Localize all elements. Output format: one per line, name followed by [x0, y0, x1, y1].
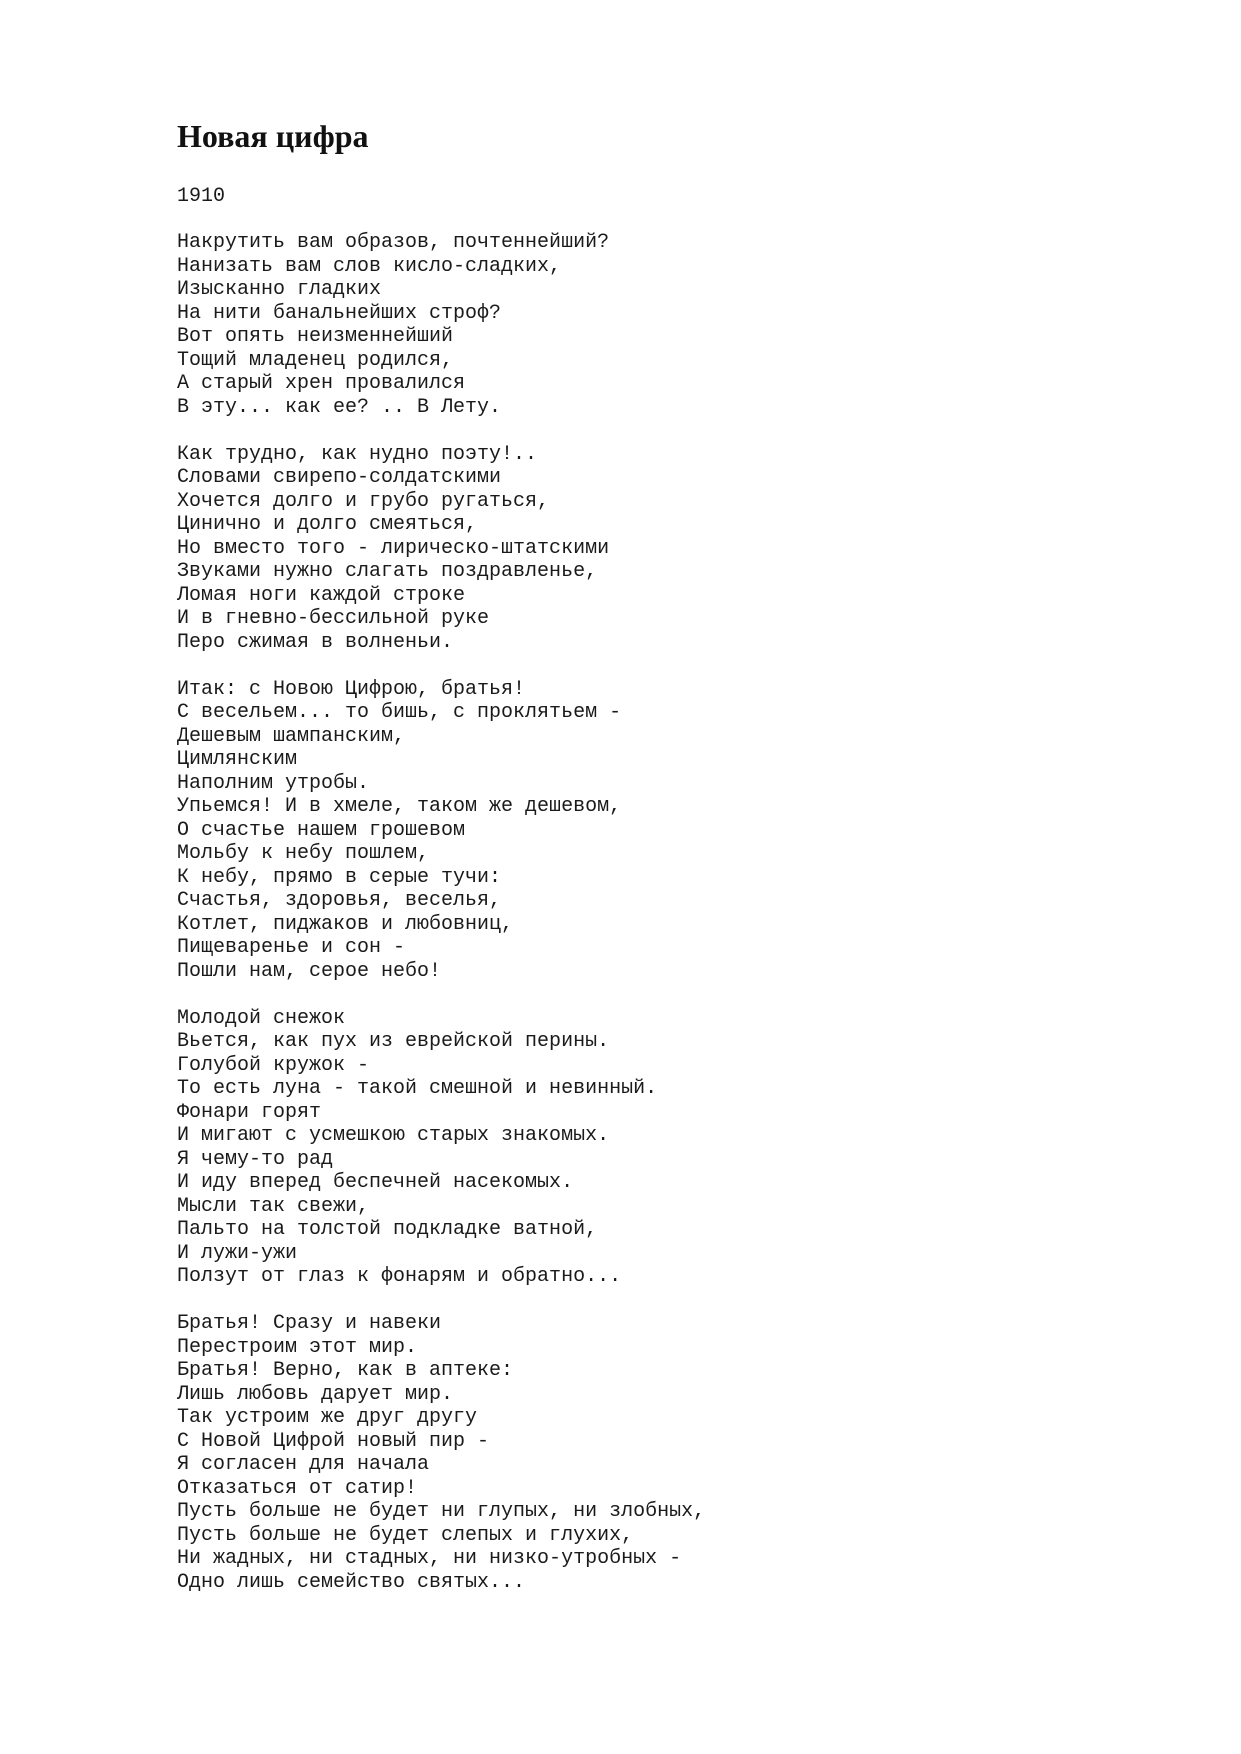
- poem-line: Мольбу к небу пошлем,: [177, 842, 430, 865]
- poem-line: Котлет, пиджаков и любовниц,: [177, 912, 514, 936]
- poem-line: Нанизать вам слов кисло-сладких,: [177, 254, 562, 278]
- poem-line: И в гневно-бессильной руке: [177, 607, 490, 630]
- poem-line: И иду вперед беспечней насекомых.: [177, 1171, 574, 1194]
- poem-line: Ломая ноги каждой строке: [177, 583, 466, 607]
- poem-line: Отказаться от сатир!: [177, 1476, 418, 1500]
- poem-line: Как трудно, как нудно поэту!..: [177, 442, 538, 466]
- poem-line: Мысли так свежи,: [177, 1194, 370, 1218]
- poem-line: И лужи-ужи: [177, 1241, 298, 1265]
- poem-line: Словами свирепо-солдатскими: [177, 466, 502, 489]
- stanza: [177, 678, 1177, 984]
- poem-line: С Новой Цифрой новый пир -: [177, 1429, 490, 1453]
- poem-line: Вот опять неизменнейший: [177, 325, 454, 348]
- poem-line: Одно лишь семейство святых...: [177, 1570, 526, 1594]
- poem-line: Пошли нам, серое небо!: [177, 959, 442, 983]
- poem-line: Цимлянским: [177, 748, 298, 771]
- stanza: [177, 1007, 1177, 1289]
- poem-line: Ни жадных, ни стадных, ни низко-утробных -: [177, 1547, 682, 1570]
- poem-line: Дешевым шампанским,: [177, 724, 406, 748]
- poem-line: И мигают с усмешкою старых знакомых.: [177, 1124, 610, 1147]
- poem-line: Наполним утробы.: [177, 771, 370, 795]
- poem-line: Итак: с Новою Цифрою, братья!: [177, 677, 526, 701]
- poem-line: Пусть больше не будет слепых и глухих,: [177, 1523, 634, 1547]
- poem-line: Я согласен для начала: [177, 1453, 430, 1476]
- poem-line: Пусть больше не будет ни глупых, ни злобных,: [177, 1500, 706, 1523]
- poem-line: Вьется, как пух из еврейской перины.: [177, 1030, 610, 1053]
- poem-line: Но вместо того - лирическо-штатскими: [177, 536, 610, 560]
- poem-line: Братья! Сразу и навеки: [177, 1312, 442, 1335]
- poem-line: Упьемся! И в хмеле, таком же дешевом,: [177, 795, 622, 818]
- poem-line: В эту... как ее? .. В Лету.: [177, 395, 502, 419]
- poem-line: Тощий младенец родился,: [177, 348, 454, 372]
- poem-year: 1910: [177, 185, 226, 208]
- poem-line: А старый хрен провалился: [177, 372, 466, 395]
- poem-line: Цинично и долго смеяться,: [177, 513, 478, 536]
- poem-line: Хочется долго и грубо ругаться,: [177, 489, 550, 513]
- poem-line: Изысканно гладких: [177, 278, 382, 301]
- poem-line: Голубой кружок -: [177, 1053, 370, 1077]
- poem-line: С весельем... то бишь, с проклятьем -: [177, 701, 622, 724]
- poem-line: Лишь любовь дарует мир.: [177, 1382, 454, 1406]
- poem-line: Фонари горят: [177, 1100, 322, 1124]
- stanza: [177, 1312, 1177, 1594]
- poem-line: Перестроим этот мир.: [177, 1335, 418, 1359]
- poem-line: Пищеваренье и сон -: [177, 936, 406, 959]
- stanza: [177, 443, 1177, 655]
- poem-line: К небу, прямо в серые тучи:: [177, 865, 502, 889]
- poem-line: О счастье нашем грошевом: [177, 818, 466, 842]
- poem-line: На нити банальнейших строф?: [177, 301, 502, 325]
- poem-line: Счастья, здоровья, веселья,: [177, 889, 502, 912]
- poem-line: Так устроим же друг другу: [177, 1406, 478, 1429]
- stanza: [177, 231, 1177, 419]
- poem-line: Накрутить вам образов, почтеннейший?: [177, 231, 610, 254]
- poem-body: [177, 231, 1177, 1618]
- poem-line: Молодой снежок: [177, 1006, 346, 1030]
- poem-line: Перо сжимая в волненьи.: [177, 630, 454, 654]
- poem-line: Пальто на толстой подкладке ватной,: [177, 1218, 598, 1241]
- poem-line: Братья! Верно, как в аптеке:: [177, 1359, 514, 1382]
- poem-line: Я чему-то рад: [177, 1147, 334, 1171]
- poem-line: Звуками нужно слагать поздравленье,: [177, 560, 598, 583]
- poem-title: Новая цифра: [177, 118, 369, 154]
- poem-line: То есть луна - такой смешной и невинный.: [177, 1077, 658, 1100]
- poem-line: Ползут от глаз к фонарям и обратно...: [177, 1265, 622, 1288]
